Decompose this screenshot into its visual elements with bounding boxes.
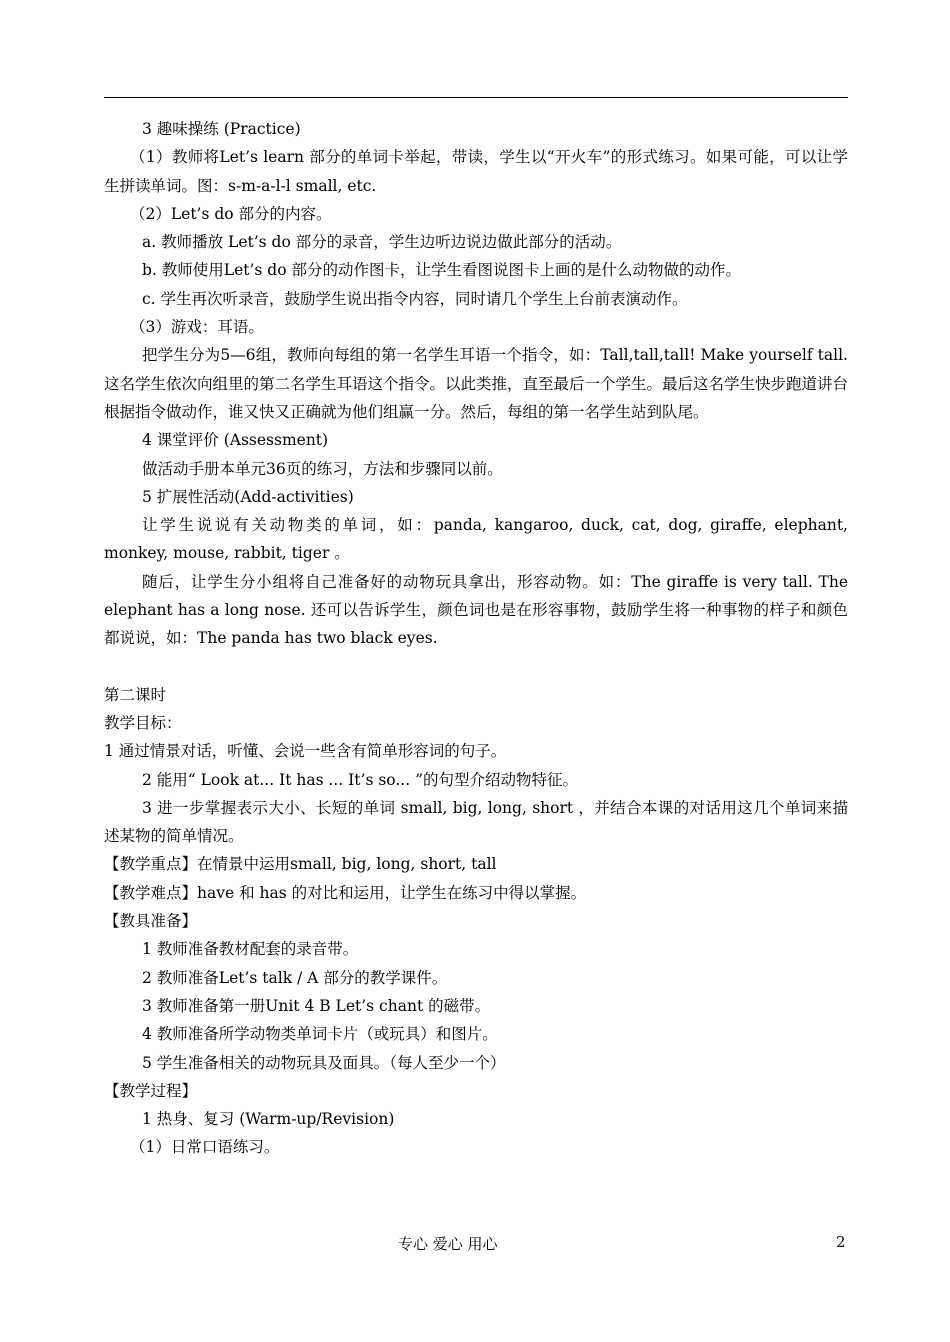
section-heading-assessment: 4 课堂评价 (Assessment) [142, 431, 329, 450]
lesson-title: 第二课时 [104, 685, 167, 704]
section-heading-practice: 3 趣味操练 (Practice) [142, 120, 301, 138]
footer-motto: 专心 爱心 用心 [398, 1235, 498, 1253]
procedure-item: （1）日常口语练习。 [130, 1138, 280, 1157]
materials-item: 5 学生准备相关的动物玩具及面具。（每人至少一个） [142, 1053, 506, 1072]
objectives-heading: 教学目标： [104, 713, 182, 732]
paragraph: 随后，让学生分小组将自己准备好的动物玩具拿出，形容动物。如：The giraffe is very tall. The elephant has a long nose. 还可以告诉学生，颜色词也是在形容事物，鼓励学生将一种事物的样子和颜色都说说，如：The panda has two black eyes. [104, 572, 848, 648]
materials-item: 1 教师准备教材配套的录音带。 [142, 940, 359, 959]
document-body [104, 115, 848, 1162]
blank-line [104, 653, 848, 681]
paragraph: 把学生分为5—6组，教师向每组的第一名学生耳语一个指令，如：Tall,tall,tall! Make yourself tall. 这名学生依次向组里的第二名学生耳语这个指令。以此类推，直至最后一个学生。最后这名学生快步跑道讲台根据指令做动作，谁又快又正确就为他们组赢一分。然后，每组的第一名学生站到队尾。 [104, 346, 849, 421]
materials-heading: 【教具准备】 [104, 912, 198, 931]
materials-item: 3 教师准备第一册Unit 4 B Let’s chant 的磁带。 [142, 996, 491, 1015]
header-rule [104, 97, 848, 98]
page-number: 2 [836, 1233, 846, 1251]
paragraph: 让学生说说有关动物类的单词，如：panda, kangaroo, duck, cat, dog, giraffe, elephant, monkey, mouse, rabbit, tiger 。 [104, 516, 848, 563]
objective-item: 2 能用“ Look at... It has ... It’s so... ”的句型介绍动物特征。 [142, 770, 578, 789]
key-points: 【教学重点】在情景中运用small, big, long, short, tall [104, 855, 497, 874]
materials-item: 4 教师准备所学动物类单词卡片（或玩具）和图片。 [142, 1025, 498, 1044]
page-footer [0, 1233, 950, 1257]
difficult-points: 【教学难点】have 和 has 的对比和运用，让学生在练习中得以掌握。 [104, 883, 587, 902]
procedure-heading: 【教学过程】 [104, 1081, 198, 1100]
paragraph: （1）教师将Let’s learn 部分的单词卡举起，带读，学生以“开火车”的形式练习。如果可能，可以让学生拼读单词。图：s-m-a-l-l small, etc. [104, 148, 848, 195]
objective-item: 3 进一步掌握表示大小、长短的单词 small, big, long, short ，并结合本课的对话用这几个单词来描述某物的简单情况。 [104, 798, 848, 846]
paragraph: （2）Let’s do 部分的内容。 [130, 204, 332, 223]
paragraph: a. 教师播放 Let’s do 部分的录音，学生边听边说边做此部分的活动。 [142, 233, 622, 252]
paragraph: （3）游戏：耳语。 [130, 318, 264, 337]
objective-item: 1 通过情景对话，听懂、会说一些含有简单形容词的句子。 [104, 742, 507, 761]
procedure-item: 1 热身、复习 (Warm-up/Revision) [142, 1110, 395, 1129]
paragraph: 做活动手册本单元36页的练习，方法和步骤同以前。 [142, 459, 503, 478]
materials-item: 2 教师准备Let’s talk / A 部分的教学课件。 [142, 968, 448, 987]
paragraph: b. 教师使用Let’s do 部分的动作图卡，让学生看图说图卡上画的是什么动物做的动作。 [142, 261, 741, 280]
paragraph: c. 学生再次听录音，鼓励学生说出指令内容，同时请几个学生上台前表演动作。 [142, 289, 688, 308]
section-heading-add-activities: 5 扩展性活动(Add-activities) [142, 487, 354, 506]
